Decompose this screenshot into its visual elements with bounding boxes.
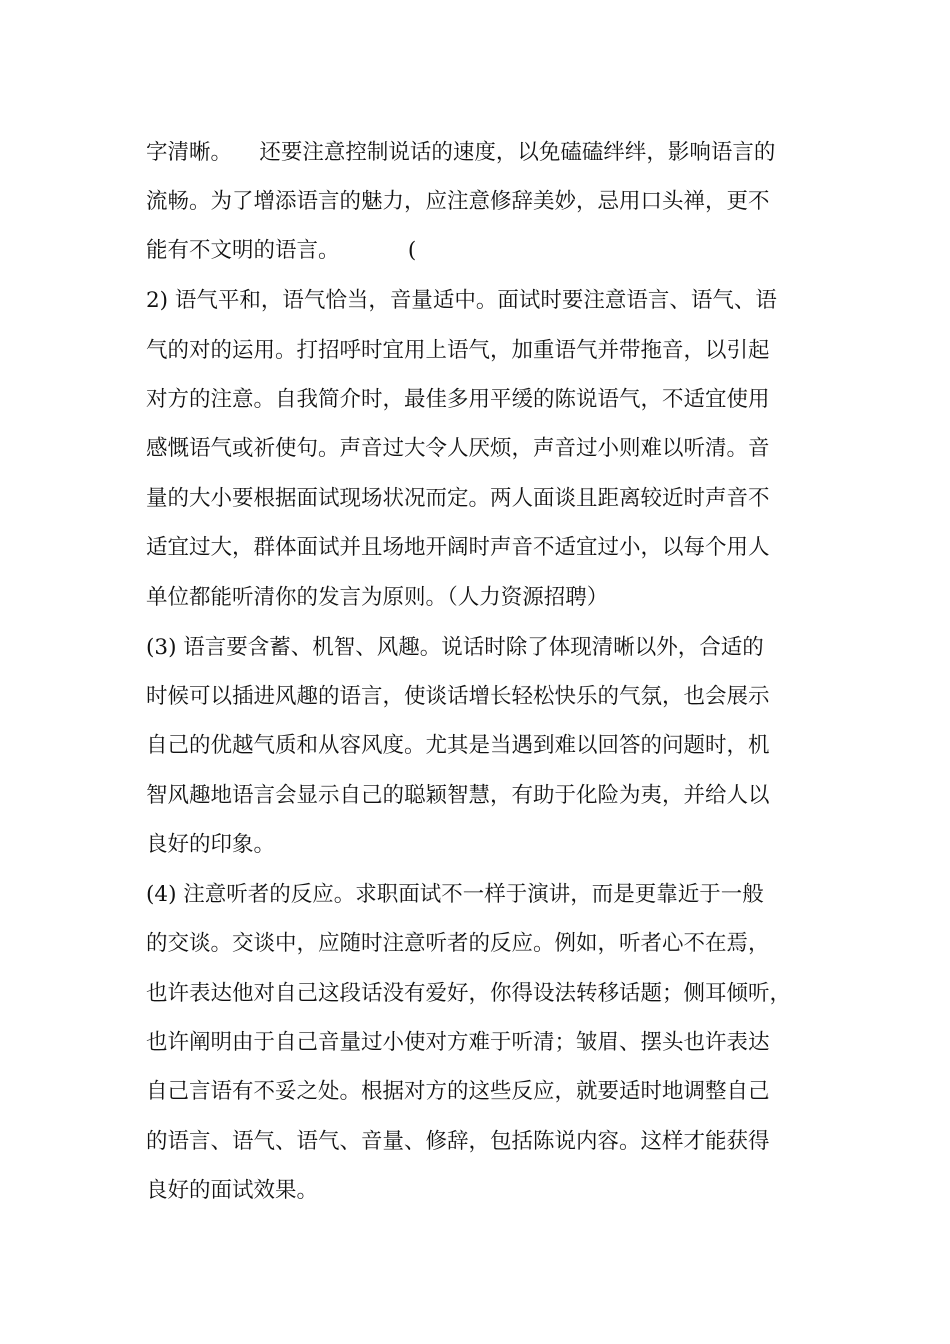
text-line: 的语言、语气、语气、音量、修辞，包括陈说内容。这样才能获得 — [146, 1129, 770, 1154]
text-line: 时候可以插进风趣的语言，使谈话增长轻松快乐的气氛，也会展示 — [146, 684, 770, 709]
text-line: 单位都能听清你的发言为原则。（人力资源招聘） — [146, 585, 609, 610]
text-line: 适宜过大，群体面试并且场地开阔时声音不适宜过小，以每个用人 — [146, 535, 770, 560]
text-line: 气的对的运用。打招呼时宜用上语气，加重语气并带拖音，以引起 — [146, 338, 770, 363]
text-line: 智风趣地语言会显示自己的聪颖智慧，有助于化险为夷，并给人以 — [146, 783, 770, 808]
text-line: 也许表达他对自己这段话没有爱好，你得设法转移话题；侧耳倾听， — [146, 981, 792, 1006]
text-line: 量的大小要根据面试现场状况而定。两人面谈且距离较近时声音不 — [146, 486, 770, 511]
text-line: 对方的注意。自我简介时，最佳多用平缓的陈说语气，不适宜使用 — [146, 387, 770, 412]
text-line: 良好的面试效果。 — [146, 1178, 319, 1203]
text-line: (4) 注意听者的反应。求职面试不一样于演讲，而是更靠近于一般 — [146, 882, 764, 907]
text-line: 感慨语气或祈使句。声音过大令人厌烦，声音过小则难以听清。音 — [146, 436, 770, 461]
text-line: (3) 语言要含蓄、机智、风趣。说话时除了体现清晰以外，合适的 — [146, 635, 764, 660]
text-line: 自己的优越气质和从容风度。尤其是当遇到难以回答的问题时，机 — [146, 733, 770, 758]
text-line: 能有不文明的语言。 ( — [146, 238, 417, 263]
text-line: 字清晰。 还要注意控制说话的速度，以免磕磕绊绊，影响语言的 — [146, 140, 776, 165]
text-line: 自己言语有不妥之处。根据对方的这些反应，就要适时地调整自己 — [146, 1079, 770, 1104]
text-line: 流畅。为了增添语言的魅力，应注意修辞美妙，忌用口头禅，更不 — [146, 189, 770, 214]
text-line: 良好的印象。 — [146, 832, 276, 857]
text-line: 的交谈。交谈中，应随时注意听者的反应。例如，听者心不在焉， — [146, 931, 770, 956]
text-line: 也许阐明由于自己音量过小使对方难于听清；皱眉、摆头也许表达 — [146, 1030, 770, 1055]
text-line: 2) 语气平和，语气恰当，音量适中。面试时要注意语言、语气、语 — [146, 288, 777, 313]
